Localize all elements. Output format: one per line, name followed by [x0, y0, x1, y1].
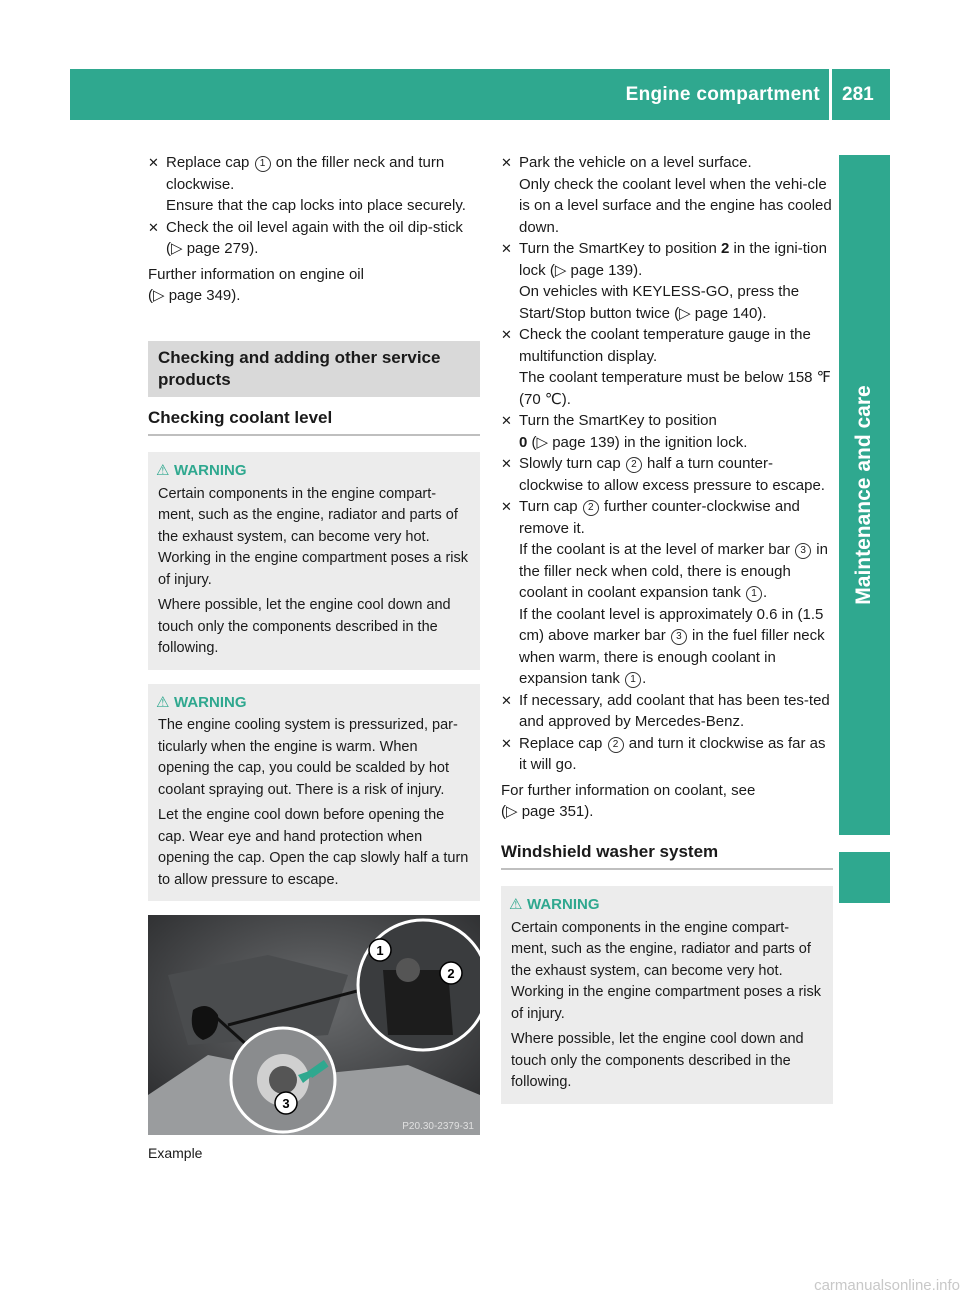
marker-1: 1: [625, 672, 641, 688]
marker-3: 3: [795, 543, 811, 559]
warning-text: Certain components in the engine compart-ment, such as the engine, radiator and parts of the exhaust system, can become very hot. Working in the engine compartment poses a risk of injury.: [158, 485, 469, 588]
step-note: If the coolant level is approximately 0.6 in (1.5 cm) above marker bar 3 in the fuel filler neck when warm, there is enough coolant in expansion tank 1 .: [519, 605, 825, 687]
subheading-coolant: Checking coolant level: [148, 407, 480, 437]
subheading-washer: Windshield washer system: [501, 841, 833, 871]
step-note: On vehicles with KEYLESS-GO, press the Start/Stop button twice (▷ page 140).: [519, 283, 800, 322]
step-arrow-icon: ✕: [501, 456, 512, 471]
step-park: ✕ Park the vehicle on a level surface.: [501, 152, 833, 174]
step-check-oil: ✕ Check the oil level again with the oil dip-stick (▷ page 279).: [148, 218, 463, 257]
warning-box: ⚠ WARNING Certain components in the engine compart-ment, such as the engine, radiator and parts of the exhaust system, can become very hot. Working in the engine compartment poses a risk of injury. Where possible, let the engine cool down and touch only the components described in the following.: [148, 452, 480, 670]
engine-photo: [148, 915, 480, 1135]
page-title: Engine compartment: [625, 84, 820, 105]
step-arrow-icon: ✕: [501, 413, 512, 428]
page-ref[interactable]: page 349: [168, 287, 232, 304]
step-arrow-icon: ✕: [148, 155, 159, 170]
further-info-coolant: For further information on coolant, see (▷ page 351).: [501, 781, 756, 820]
marker-2: 2: [608, 737, 624, 753]
photo-marker-3: 3: [282, 1096, 290, 1111]
page-ref[interactable]: page 140: [694, 304, 758, 322]
watermark: carmanualsonline.info: [814, 1277, 960, 1294]
step-arrow-icon: ✕: [501, 692, 512, 708]
step-smartkey-0: ✕ Turn the SmartKey to position 0 (▷ page 139) in the ignition lock.: [501, 412, 748, 451]
warning-icon: ⚠: [509, 896, 523, 913]
sidebar-marker: [839, 852, 890, 903]
warning-text: Certain components in the engine compart-ment, such as the engine, radiator and parts of the exhaust system, can become very hot. Working in the engine compartment poses a risk of injury.: [511, 919, 822, 1022]
figure-caption: Example: [148, 1145, 203, 1161]
step-add-coolant: ✕ If necessary, add coolant that has been tes-ted and approved by Mercedes-Benz.: [501, 691, 830, 730]
page-ref[interactable]: page 279: [186, 240, 250, 257]
warning-text: The engine cooling system is pressurized, par-ticularly when the engine is warm. When opening the cap, you could be scalded by hot coolant spraying out. There is a risk of injury.: [158, 717, 458, 798]
step-arrow-icon: ✕: [501, 155, 512, 170]
photo-marker-1: 1: [376, 943, 384, 958]
page-ref[interactable]: page 139: [552, 433, 615, 451]
step-remove-cap: ✕ Turn cap 2 further counter-clockwise and remove it. If the coolant is at the level of marker bar 3 in the filler neck when cold, there is enough coolant in coolant expansion tank 1 .: [501, 498, 828, 601]
step-turn-cap-half: ✕ Slowly turn cap 2 half a turn counter-clockwise to allow excess pressure to escape.: [501, 455, 825, 494]
marker-1: 1: [255, 156, 271, 172]
page-ref[interactable]: page 351: [521, 803, 585, 820]
warning-text: Where possible, let the engine cool down and touch only the components described in the following.: [511, 1031, 804, 1090]
step-arrow-icon: ✕: [501, 327, 512, 342]
marker-2: 2: [583, 500, 599, 516]
marker-1: 1: [746, 586, 762, 602]
step-arrow-icon: ✕: [501, 241, 512, 256]
warning-box: ⚠ WARNING The engine cooling system is pressurized, par-ticularly when the engine is warm. When opening the cap, you could be scalded by hot coolant spraying out. There is a risk of injury. Let the engine cool down before opening the cap. Wear eye and hand protection when opening the cap. Open the cap slowly half a turn to allow pressure to escape.: [148, 684, 480, 902]
header-divider: [829, 69, 832, 120]
warning-text: Where possible, let the engine cool down and touch only the components described in the following.: [158, 597, 451, 656]
sidebar-label: Maintenance and care: [852, 385, 875, 605]
step-note: Only check the coolant level when the vehi-cle is on a level surface and the engine has cooled down.: [519, 175, 832, 236]
engine-illustration: [148, 915, 480, 1135]
left-column: [148, 152, 480, 1165]
step-arrow-icon: ✕: [501, 499, 512, 514]
warning-icon: ⚠: [156, 462, 170, 479]
step-arrow-icon: ✕: [501, 735, 512, 751]
photo-code: P20.30-2379-31: [402, 1121, 474, 1132]
page-number: 281: [842, 84, 874, 105]
marker-3: 3: [671, 629, 687, 645]
photo-marker-2: 2: [447, 966, 455, 981]
section-heading: Checking and adding other service products: [148, 341, 480, 397]
warning-icon: ⚠: [156, 693, 170, 711]
step-smartkey-2: ✕ Turn the SmartKey to position 2 in the igni-tion lock (▷ page 139).: [501, 240, 827, 279]
right-column: [501, 152, 833, 1104]
step-check-gauge: ✕ Check the coolant temperature gauge in the multifunction display. The coolant temperature must be below 158 ℉ (70 ℃).: [501, 326, 831, 408]
marker-2: 2: [626, 457, 642, 473]
warning-box: ⚠ WARNING Certain components in the engine compart-ment, such as the engine, radiator and parts of the exhaust system, can become very hot. Working in the engine compartment poses a risk of injury. Where possible, let the engine cool down and touch only the components described in the following.: [501, 886, 833, 1104]
step-replace-cap: ✕ Replace cap 1 on the filler neck and turn clockwise. Ensure that the cap locks into place securely.: [148, 154, 466, 214]
step-replace-cap-2: ✕ Replace cap 2 and turn it clockwise as far as it will go.: [501, 734, 826, 773]
further-info-oil: Further information on engine oil (▷ page 349).: [148, 265, 364, 304]
step-arrow-icon: ✕: [148, 219, 159, 235]
warning-text: Let the engine cool down before opening the cap. Wear eye and hand protection when opening the cap. Open the cap slowly half a turn to allow pressure to escape.: [158, 807, 469, 888]
page-ref[interactable]: page 139: [570, 261, 634, 279]
